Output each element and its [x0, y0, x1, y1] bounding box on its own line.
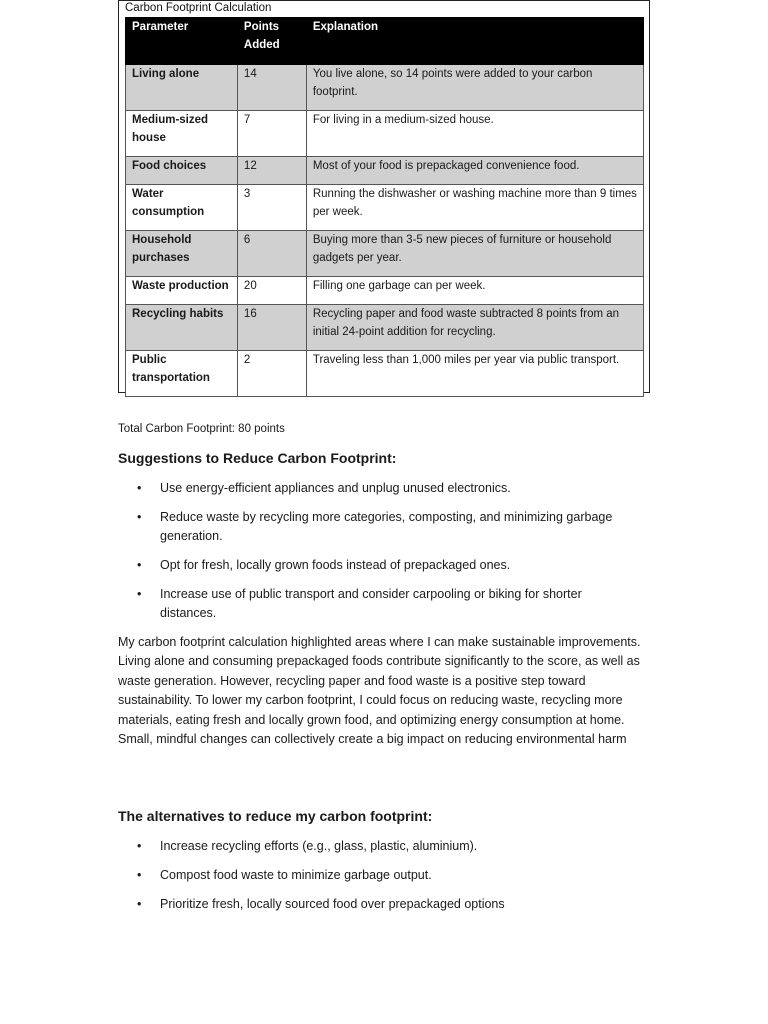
bullet-icon: • [137, 897, 142, 911]
list-item [118, 479, 638, 498]
row-parameter: Medium-sized house [126, 111, 238, 157]
row-parameter: Living alone [126, 65, 238, 111]
row-explanation: Traveling less than 1,000 miles per year via public transport. [306, 351, 643, 397]
list-item [118, 508, 638, 546]
row-parameter: Recycling habits [126, 305, 238, 351]
row-explanation: Running the dishwasher or washing machine more than 9 times per week. [306, 185, 643, 231]
table-row [126, 111, 644, 157]
row-points: 16 [237, 305, 306, 351]
table-row [126, 157, 644, 185]
row-points: 20 [237, 277, 306, 305]
row-explanation: For living in a medium-sized house. [306, 111, 643, 157]
table-header-row [126, 18, 644, 65]
alternatives-heading: The alternatives to reduce my carbon footprint: [118, 808, 433, 824]
header-points: Points Added [237, 18, 306, 65]
list-item [118, 837, 638, 856]
table-row [126, 277, 644, 305]
row-parameter: Waste production [126, 277, 238, 305]
row-parameter: Public transportation [126, 351, 238, 397]
list-item [118, 866, 638, 885]
list-item-text: Increase use of public transport and consider carpooling or biking for shorter distances. [160, 587, 582, 620]
table-row [126, 351, 644, 397]
row-parameter: Water consumption [126, 185, 238, 231]
row-points: 3 [237, 185, 306, 231]
carbon-footprint-table [125, 17, 644, 397]
list-item-text: Prioritize fresh, locally sourced food over prepackaged options [160, 897, 505, 911]
table-row [126, 231, 644, 277]
list-item-text: Reduce waste by recycling more categories, composting, and minimizing garbage generation. [160, 510, 613, 543]
row-explanation: Recycling paper and food waste subtracted 8 points from an initial 24-point addition for recycling. [306, 305, 643, 351]
suggestions-heading: Suggestions to Reduce Carbon Footprint: [118, 450, 397, 466]
row-parameter: Food choices [126, 157, 238, 185]
row-points: 7 [237, 111, 306, 157]
table-row [126, 65, 644, 111]
bullet-icon: • [137, 868, 142, 882]
bullet-icon: • [137, 839, 142, 853]
header-explanation: Explanation [306, 18, 643, 65]
total-footprint: Total Carbon Footprint: 80 points [118, 423, 285, 435]
bullet-icon: • [137, 587, 142, 601]
list-item-text: Compost food waste to minimize garbage output. [160, 868, 432, 882]
row-points: 12 [237, 157, 306, 185]
row-explanation: Most of your food is prepackaged convenience food. [306, 157, 643, 185]
header-parameter: Parameter [126, 18, 238, 65]
list-item [118, 556, 638, 575]
table-caption: Carbon Footprint Calculation [125, 2, 272, 14]
row-points: 14 [237, 65, 306, 111]
bullet-icon: • [137, 558, 142, 572]
row-points: 2 [237, 351, 306, 397]
row-explanation: Filling one garbage can per week. [306, 277, 643, 305]
row-explanation: You live alone, so 14 points were added to your carbon footprint. [306, 65, 643, 111]
row-parameter: Household purchases [126, 231, 238, 277]
reflection-paragraph: My carbon footprint calculation highlighted areas where I can make sustainable improvements. Living alone and consuming prepackaged foods contribute significantly to the score, as well as waste generation. However, recycling paper and food waste is a positive step toward sustainability. To lower my carbon footprint, I could focus on reducing waste, recycling more materials, eating fresh and locally grown food, and optimizing energy consumption at home. Small, mindful changes can collectively create a big impact on reducing environmental harm [118, 635, 641, 747]
suggestions-list [118, 479, 638, 633]
list-item-text: Opt for fresh, locally grown foods instead of prepackaged ones. [160, 558, 511, 572]
bullet-icon: • [137, 510, 142, 524]
table-row [126, 185, 644, 231]
list-item-text: Use energy-efficient appliances and unplug unused electronics. [160, 481, 511, 495]
alternatives-list [118, 837, 638, 924]
row-explanation: Buying more than 3-5 new pieces of furniture or household gadgets per year. [306, 231, 643, 277]
table-row [126, 305, 644, 351]
row-points: 6 [237, 231, 306, 277]
bullet-icon: • [137, 481, 142, 495]
list-item-text: Increase recycling efforts (e.g., glass, plastic, aluminium). [160, 839, 478, 853]
list-item [118, 585, 638, 623]
carbon-table-frame [118, 0, 650, 393]
list-item [118, 895, 638, 914]
